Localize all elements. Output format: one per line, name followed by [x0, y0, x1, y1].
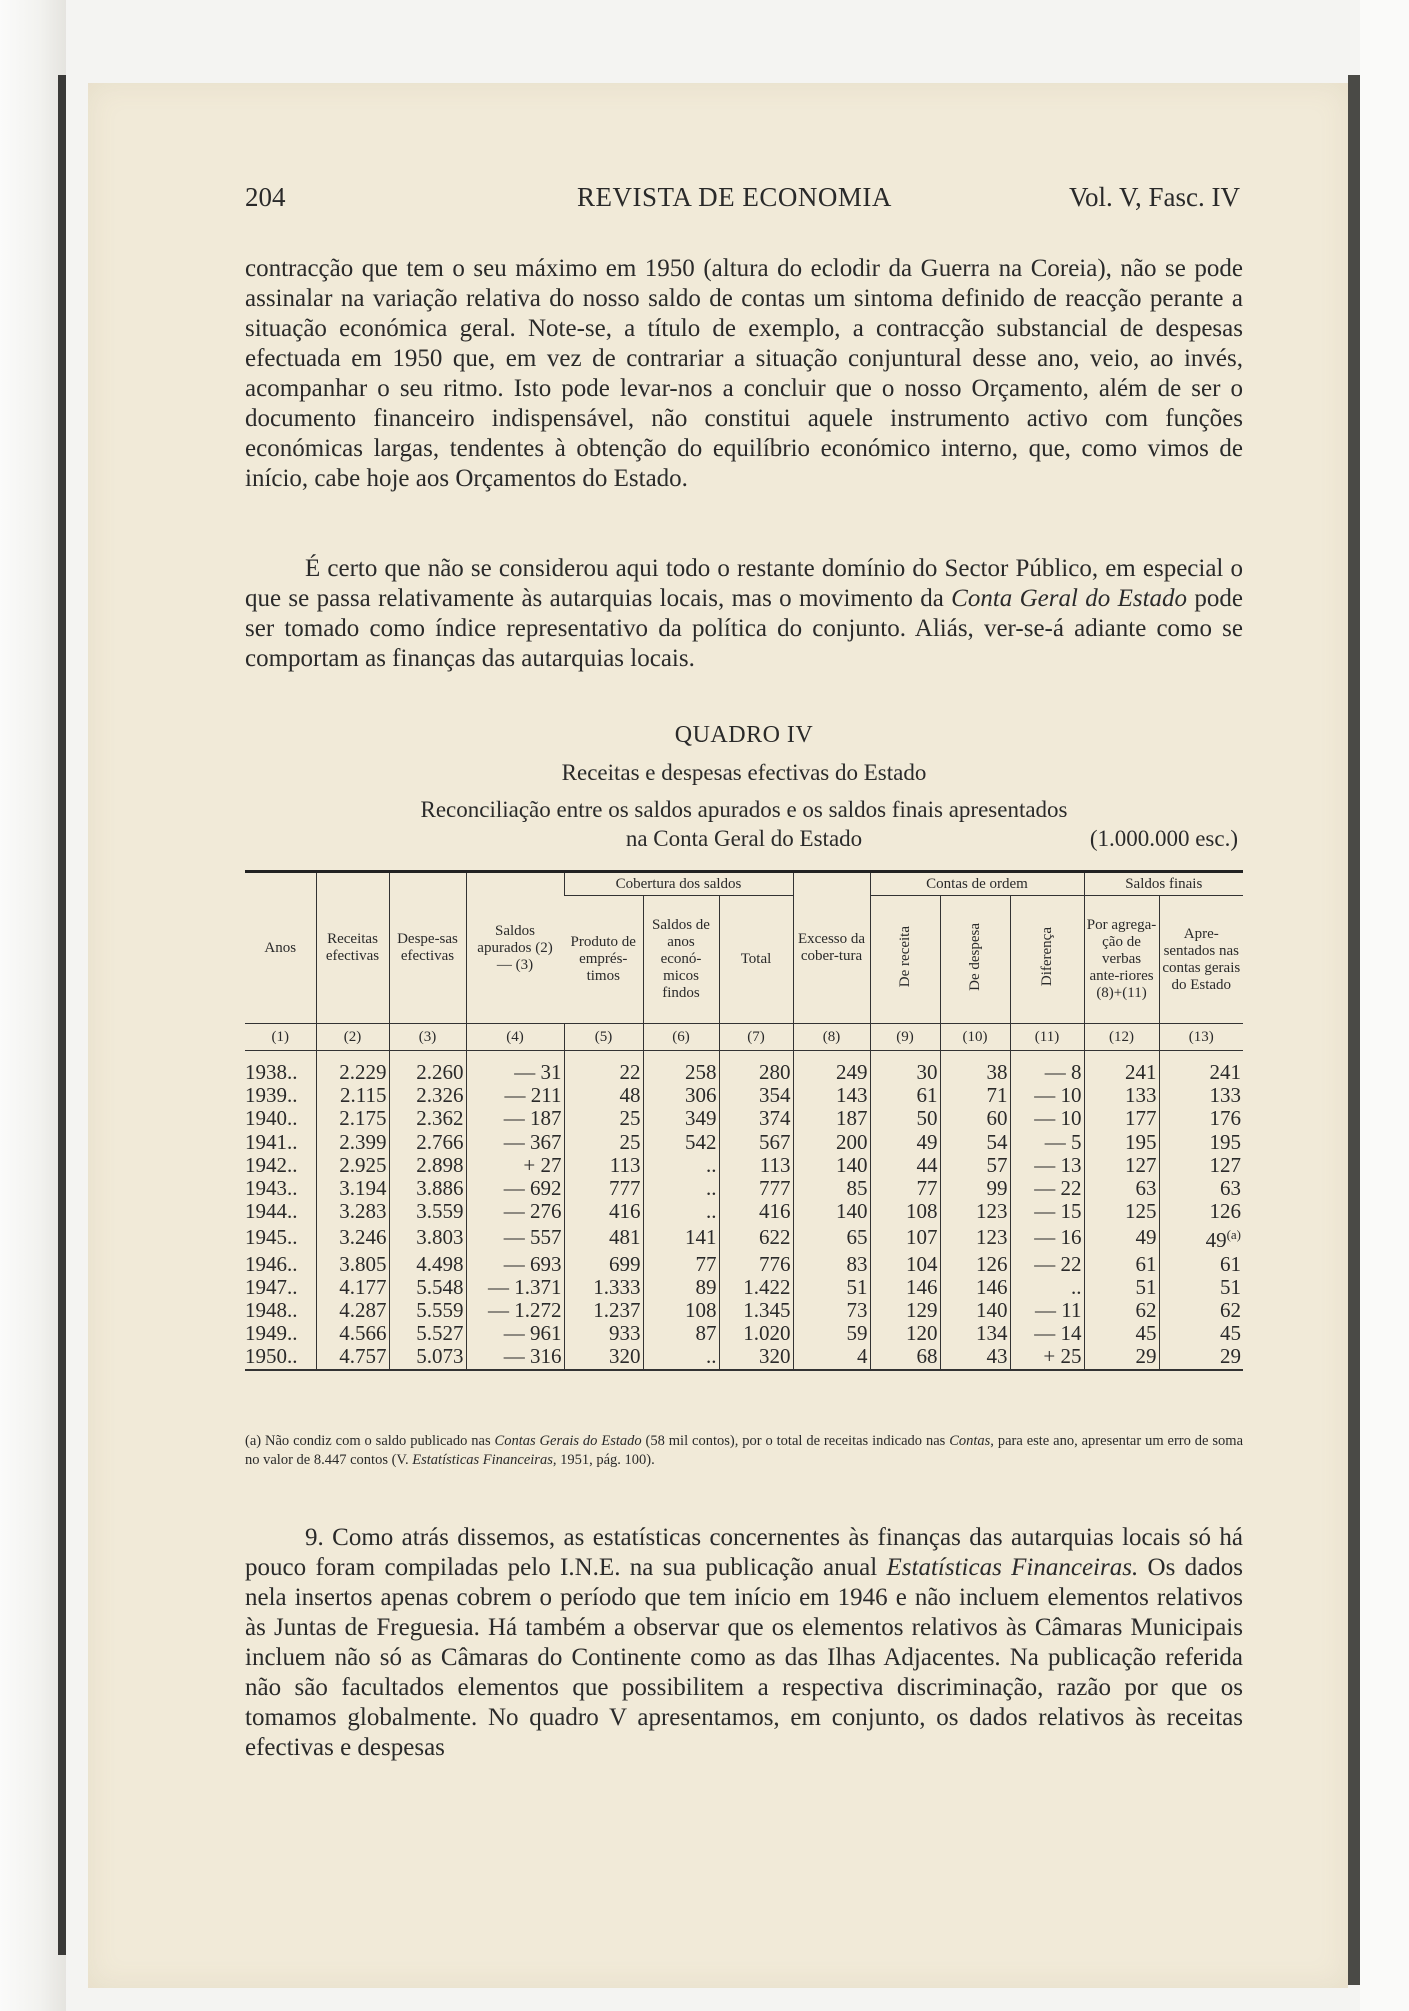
- table-row: [245, 1107, 1243, 1130]
- value-cell: 5.559: [389, 1299, 466, 1322]
- paragraph-2-italic: Conta Geral do Estado: [951, 585, 1188, 612]
- value-cell: 146: [940, 1276, 1010, 1299]
- value-cell: 123: [940, 1200, 1010, 1223]
- value-cell: 2.229: [316, 1051, 389, 1085]
- table-row: [245, 1200, 1243, 1223]
- page-number: 204: [245, 182, 286, 212]
- value-cell: 141: [643, 1223, 719, 1252]
- value-cell: 25: [564, 1131, 643, 1154]
- year-cell: 1941..: [245, 1129, 298, 1154]
- table-row: [245, 1084, 1243, 1107]
- value-cell: — 1.272: [466, 1299, 564, 1322]
- value-cell: 241: [1159, 1051, 1243, 1085]
- group-saldos-finais: Saldos finais: [1084, 872, 1243, 896]
- column-number: (12): [1084, 1024, 1159, 1051]
- value-cell: 51: [793, 1276, 870, 1299]
- value-cell: 125: [1084, 1200, 1159, 1223]
- column-number: (1): [245, 1024, 316, 1051]
- value-cell: 113: [564, 1154, 643, 1177]
- value-cell: 50: [870, 1107, 940, 1130]
- value-cell: 374: [719, 1107, 793, 1130]
- column-number: (5): [564, 1024, 643, 1051]
- header-excesso: Excesso da cober-tura: [793, 872, 870, 1024]
- body-paragraph-2: [245, 554, 1243, 674]
- column-number: (13): [1159, 1024, 1243, 1051]
- value-cell: 133: [1159, 1084, 1243, 1107]
- scan-right-margin: [1360, 0, 1409, 2011]
- value-cell: 146: [870, 1276, 940, 1299]
- paragraph-2-lead: É certo que não se considerou aqui todo o restante domínio do Sector Público, em especial o que se passa relativamente às autarquias locais, mas o movimento da: [245, 555, 1243, 612]
- value-cell: 306: [643, 1084, 719, 1107]
- value-cell: 2.115: [316, 1084, 389, 1107]
- value-cell: 143: [793, 1084, 870, 1107]
- paragraph-3-italic: Estatísticas Financeiras.: [886, 1554, 1139, 1581]
- value-cell: 195: [1084, 1131, 1159, 1154]
- value-cell: — 961: [466, 1322, 564, 1345]
- table-caption-source: na Conta Geral do Estado: [625, 826, 863, 851]
- value-cell: 48: [564, 1084, 643, 1107]
- column-number: (6): [643, 1024, 719, 1051]
- value-cell: 123: [940, 1223, 1010, 1252]
- column-number: (8): [793, 1024, 870, 1051]
- table-row: [245, 1299, 1243, 1322]
- value-cell: — 367: [466, 1131, 564, 1154]
- value-cell: 68: [870, 1345, 940, 1369]
- value-cell: 51: [1159, 1276, 1243, 1299]
- value-cell: ..: [643, 1345, 719, 1369]
- year-cell: 1943..: [245, 1176, 298, 1201]
- value-cell: — 276: [466, 1200, 564, 1223]
- year-cell: 1949..: [245, 1321, 298, 1346]
- value-cell: 622: [719, 1223, 793, 1252]
- header-diferenca: Diferença: [1038, 927, 1055, 987]
- header-apresentados: Apre-sentados nas contas gerais do Estado: [1159, 896, 1243, 1024]
- value-cell: 567: [719, 1131, 793, 1154]
- value-cell: — 557: [466, 1223, 564, 1252]
- receitas-despesas-table: [245, 870, 1243, 1371]
- value-cell: 65: [793, 1223, 870, 1252]
- value-cell: 51: [1084, 1276, 1159, 1299]
- value-cell: 63: [1084, 1177, 1159, 1200]
- value-cell: 1.345: [719, 1299, 793, 1322]
- value-cell: 134: [940, 1322, 1010, 1345]
- value-cell: 49: [870, 1131, 940, 1154]
- column-number: (11): [1010, 1024, 1084, 1051]
- value-cell: 195: [1159, 1131, 1243, 1154]
- volume-issue: Vol. V, Fasc. IV: [1068, 182, 1240, 212]
- value-cell: 4: [793, 1345, 870, 1369]
- value-cell: 45: [1084, 1322, 1159, 1345]
- value-cell: 5.527: [389, 1322, 466, 1345]
- value-cell: 258: [643, 1051, 719, 1085]
- value-cell: 2.326: [389, 1084, 466, 1107]
- value-cell: 249: [793, 1051, 870, 1085]
- value-cell: 57: [940, 1154, 1010, 1177]
- value-cell: 3.803: [389, 1223, 466, 1252]
- value-cell: 60: [940, 1107, 1010, 1130]
- value-cell: 126: [940, 1253, 1010, 1276]
- value-cell: 107: [870, 1223, 940, 1252]
- value-cell: 3.805: [316, 1253, 389, 1276]
- scan-left-margin: [0, 0, 66, 2011]
- group-cobertura: Cobertura dos saldos: [564, 872, 793, 896]
- value-cell: — 14: [1010, 1322, 1084, 1345]
- value-cell: 108: [870, 1200, 940, 1223]
- table-row: [245, 1345, 1243, 1369]
- value-cell: 108: [643, 1299, 719, 1322]
- table-row: [245, 1177, 1243, 1200]
- table-body: [245, 1051, 1243, 1370]
- value-cell: 354: [719, 1084, 793, 1107]
- header-de-despesa: De despesa: [966, 923, 983, 991]
- value-cell: — 10: [1010, 1107, 1084, 1130]
- value-cell: 61: [870, 1084, 940, 1107]
- value-cell: 542: [643, 1131, 719, 1154]
- value-cell: 5.548: [389, 1276, 466, 1299]
- value-cell: 61: [1084, 1253, 1159, 1276]
- value-cell: 699: [564, 1253, 643, 1276]
- table-subtitle: Receitas e despesas efectivas do Estado: [561, 760, 927, 785]
- body-paragraph-3: [245, 1523, 1243, 1763]
- quadro-iv-table: [245, 870, 1243, 1371]
- value-cell: + 25: [1010, 1345, 1084, 1369]
- table-caption-line-1: Reconciliação entre os saldos apurados e os saldos finais apresentados: [420, 797, 1068, 822]
- header-por-agregacao: Por agrega-ção de verbas ante-riores (8)+(11): [1084, 896, 1159, 1024]
- value-cell: — 22: [1010, 1177, 1084, 1200]
- footnote-mark: (a): [245, 1433, 262, 1449]
- value-cell: 83: [793, 1253, 870, 1276]
- value-cell: 776: [719, 1253, 793, 1276]
- value-cell: 129: [870, 1299, 940, 1322]
- value-cell: 2.362: [389, 1107, 466, 1130]
- value-cell: 140: [793, 1154, 870, 1177]
- table-row: [245, 1223, 1243, 1252]
- year-cell: 1938..: [245, 1060, 298, 1084]
- value-cell: 62: [1159, 1299, 1243, 1322]
- value-cell: 3.283: [316, 1200, 389, 1223]
- group-contas-ordem: Contas de ordem: [870, 872, 1084, 896]
- header-receitas: Receitas efectivas: [316, 872, 389, 1024]
- value-cell: 481: [564, 1223, 643, 1252]
- value-cell: 71: [940, 1084, 1010, 1107]
- value-cell: 2.925: [316, 1154, 389, 1177]
- page-right-edge: [1348, 75, 1360, 1985]
- body-paragraph-1: [245, 254, 1243, 494]
- value-cell: 2.260: [389, 1051, 466, 1085]
- value-cell: 25: [564, 1107, 643, 1130]
- value-cell: + 27: [466, 1154, 564, 1177]
- value-cell: 4.177: [316, 1276, 389, 1299]
- value-cell: 99: [940, 1177, 1010, 1200]
- column-number: (2): [316, 1024, 389, 1051]
- value-cell: 3.194: [316, 1177, 389, 1200]
- value-cell: 44: [870, 1154, 940, 1177]
- value-cell: 4.757: [316, 1345, 389, 1369]
- table-footnote: (a) Não condiz com o saldo publicado nas Contas Gerais do Estado (58 mil contos), por o total de receitas indicado nas Contas, para este ano, apresentar um erro de soma no valor de 8.447 contos (V. Estatísticas Financeiras, 1951, pág. 100).: [245, 1433, 1244, 1468]
- value-cell: 22: [564, 1051, 643, 1085]
- table-row: [245, 1154, 1243, 1177]
- value-cell: 3.886: [389, 1177, 466, 1200]
- header-produto: Produto de emprés-timos: [570, 934, 636, 984]
- value-cell: 89: [643, 1276, 719, 1299]
- value-cell: 2.175: [316, 1107, 389, 1130]
- value-cell: 4.566: [316, 1322, 389, 1345]
- value-cell: 320: [564, 1345, 643, 1369]
- paragraph-3-tail: Os dados nela insertos apenas cobrem o período que tem início em 1946 e não incluem elementos relativos às Juntas de Freguesia. Há também a observar que os elementos relativos às Câmaras Municipais incluem não só as Câmaras do Continente como as das Ilhas Adjacentes. Na publicação referida não são facultados elementos que possibilitem a respectiva discriminação, razão por que os tomamos globalmente. No quadro V apresentamos, em conjunto, os dados relativos às receitas efectivas e despesas: [245, 1554, 1244, 1761]
- value-cell: 49$^{(a)}$: [1159, 1223, 1243, 1252]
- value-cell: 2.898: [389, 1154, 466, 1177]
- value-cell: — 13: [1010, 1154, 1084, 1177]
- table-row: [245, 1276, 1243, 1299]
- year-cell: 1950..: [245, 1345, 316, 1369]
- value-cell: 127: [1084, 1154, 1159, 1177]
- value-cell: — 211: [466, 1084, 564, 1107]
- value-cell: 416: [564, 1200, 643, 1223]
- value-cell: 1.237: [564, 1299, 643, 1322]
- header-total: Total: [719, 896, 793, 1024]
- value-cell: — 692: [466, 1177, 564, 1200]
- value-cell: — 11: [1010, 1299, 1084, 1322]
- value-cell: 4.498: [389, 1253, 466, 1276]
- value-cell: — 316: [466, 1345, 564, 1369]
- value-cell: 29: [1159, 1345, 1243, 1369]
- header-saldos-apurados: Saldos apurados (2) — (3): [466, 872, 564, 1024]
- value-cell: 1.333: [564, 1276, 643, 1299]
- value-cell: 200: [793, 1131, 870, 1154]
- value-cell: — 16: [1010, 1223, 1084, 1252]
- value-cell: 120: [870, 1322, 940, 1345]
- value-cell: 933: [564, 1322, 643, 1345]
- book-spine-edge: [58, 75, 66, 1955]
- value-cell: — 22: [1010, 1253, 1084, 1276]
- value-cell: ..: [1010, 1276, 1084, 1299]
- value-cell: 127: [1159, 1154, 1243, 1177]
- year-cell: 1944..: [245, 1199, 298, 1224]
- table-row: [245, 1131, 1243, 1154]
- header-anos: Anos: [245, 872, 316, 1024]
- journal-title: REVISTA DE ECONOMIA: [577, 182, 892, 212]
- value-cell: ..: [643, 1200, 719, 1223]
- value-cell: 59: [793, 1322, 870, 1345]
- column-number: (10): [940, 1024, 1010, 1051]
- value-cell: ..: [643, 1154, 719, 1177]
- paragraph-1-text: contracção que tem o seu máximo em 1950 (altura do eclodir da Guerra na Coreia), não se pode assinalar na variação relativa do nosso saldo de contas um sintoma definido de reacção perante a situação económica geral. Note-se, a título de exemplo, a contracção substancial de despesas efectuada em 1950 que, em vez de contrariar a situação conjuntural desse ano, veio, ao invés, acompanhar o seu ritmo. Isto pode levar-nos a concluir que o nosso Orçamento, além de ser o documento financeiro indispensável, não constitui aquele instrumento activo com funções económicas largas, tendentes à obtenção do equilíbrio económico interno, que, como vimos de início, cabe hoje aos Orçamentos do Estado.: [245, 255, 1243, 492]
- value-cell: 140: [793, 1200, 870, 1223]
- column-number: (4): [466, 1024, 564, 1051]
- year-cell: 1942..: [245, 1152, 298, 1177]
- value-cell: 1.422: [719, 1276, 793, 1299]
- value-cell: — 1.371: [466, 1276, 564, 1299]
- value-cell: 777: [719, 1177, 793, 1200]
- value-cell: — 10: [1010, 1084, 1084, 1107]
- value-cell: 77: [643, 1253, 719, 1276]
- value-cell: 63: [1159, 1177, 1243, 1200]
- value-cell: 320: [719, 1345, 793, 1369]
- value-cell: 85: [793, 1177, 870, 1200]
- table-row: [245, 1322, 1243, 1345]
- column-number: (3): [389, 1024, 466, 1051]
- value-cell: 187: [793, 1107, 870, 1130]
- value-cell: 73: [793, 1299, 870, 1322]
- value-cell: — 187: [466, 1107, 564, 1130]
- paragraph-2-tail: pode ser tomado como índice representativo da política do conjunto. Aliás, ver-se-á adiante como se comportam as finanças das autarquias locais.: [245, 585, 1243, 672]
- header-de-receita: De receita: [896, 926, 913, 988]
- year-cell: 1945..: [245, 1225, 298, 1250]
- value-cell: 126: [1159, 1200, 1243, 1223]
- value-cell: 176: [1159, 1107, 1243, 1130]
- value-cell: — 5: [1010, 1131, 1084, 1154]
- value-cell: 38: [940, 1051, 1010, 1085]
- value-cell: — 8: [1010, 1051, 1084, 1085]
- value-cell: 280: [719, 1051, 793, 1085]
- value-cell: 349: [643, 1107, 719, 1130]
- year-cell: 1939..: [245, 1083, 298, 1108]
- header-despesas: Despe-sas efectivas: [389, 872, 466, 1024]
- value-cell: 30: [870, 1051, 940, 1085]
- value-cell: 1.020: [719, 1322, 793, 1345]
- value-cell: 140: [940, 1299, 1010, 1322]
- value-cell: 113: [719, 1154, 793, 1177]
- value-cell: 45: [1159, 1322, 1243, 1345]
- value-cell: 3.559: [389, 1200, 466, 1223]
- value-cell: 3.246: [316, 1223, 389, 1252]
- year-cell: 1948..: [245, 1298, 298, 1323]
- column-numbers-row: [245, 1024, 1243, 1051]
- header-saldos-anos: Saldos de anos econó-micos findos: [643, 896, 719, 1024]
- value-cell: 43: [940, 1345, 1010, 1369]
- value-cell: 777: [564, 1177, 643, 1200]
- value-cell: 29: [1084, 1345, 1159, 1369]
- table-caption-line-2: [245, 826, 1243, 852]
- year-cell: 1946..: [245, 1251, 298, 1276]
- running-header: [245, 182, 1240, 218]
- value-cell: 104: [870, 1253, 940, 1276]
- value-cell: 54: [940, 1131, 1010, 1154]
- year-cell: 1940..: [245, 1106, 298, 1131]
- value-cell: 133: [1084, 1084, 1159, 1107]
- table-row: [245, 1253, 1243, 1276]
- value-cell: 2.766: [389, 1131, 466, 1154]
- paragraph-3-lead: 9. Como atrás dissemos, as estatísticas concernentes às finanças das autarquias locais só há pouco foram compiladas pelo I.N.E. na sua publicação anual: [245, 1524, 1243, 1581]
- value-cell: 87: [643, 1322, 719, 1345]
- value-cell: — 31: [466, 1051, 564, 1085]
- column-number: (7): [719, 1024, 793, 1051]
- value-cell: — 15: [1010, 1200, 1084, 1223]
- value-cell: 177: [1084, 1107, 1159, 1130]
- table-unit: (1.000.000 esc.): [1089, 826, 1238, 851]
- value-cell: 77: [870, 1177, 940, 1200]
- value-cell: ..: [643, 1177, 719, 1200]
- value-cell: — 693: [466, 1253, 564, 1276]
- value-cell: 49: [1084, 1223, 1159, 1252]
- table-title: QUADRO IV: [674, 722, 814, 748]
- value-cell: 2.399: [316, 1131, 389, 1154]
- value-cell: 61: [1159, 1253, 1243, 1276]
- value-cell: 5.073: [389, 1345, 466, 1369]
- value-cell: 4.287: [316, 1299, 389, 1322]
- value-cell: 241: [1084, 1051, 1159, 1085]
- value-cell: 62: [1084, 1299, 1159, 1322]
- table-row: [245, 1051, 1243, 1085]
- column-number: (9): [870, 1024, 940, 1051]
- value-cell: 416: [719, 1200, 793, 1223]
- year-cell: 1947..: [245, 1274, 298, 1299]
